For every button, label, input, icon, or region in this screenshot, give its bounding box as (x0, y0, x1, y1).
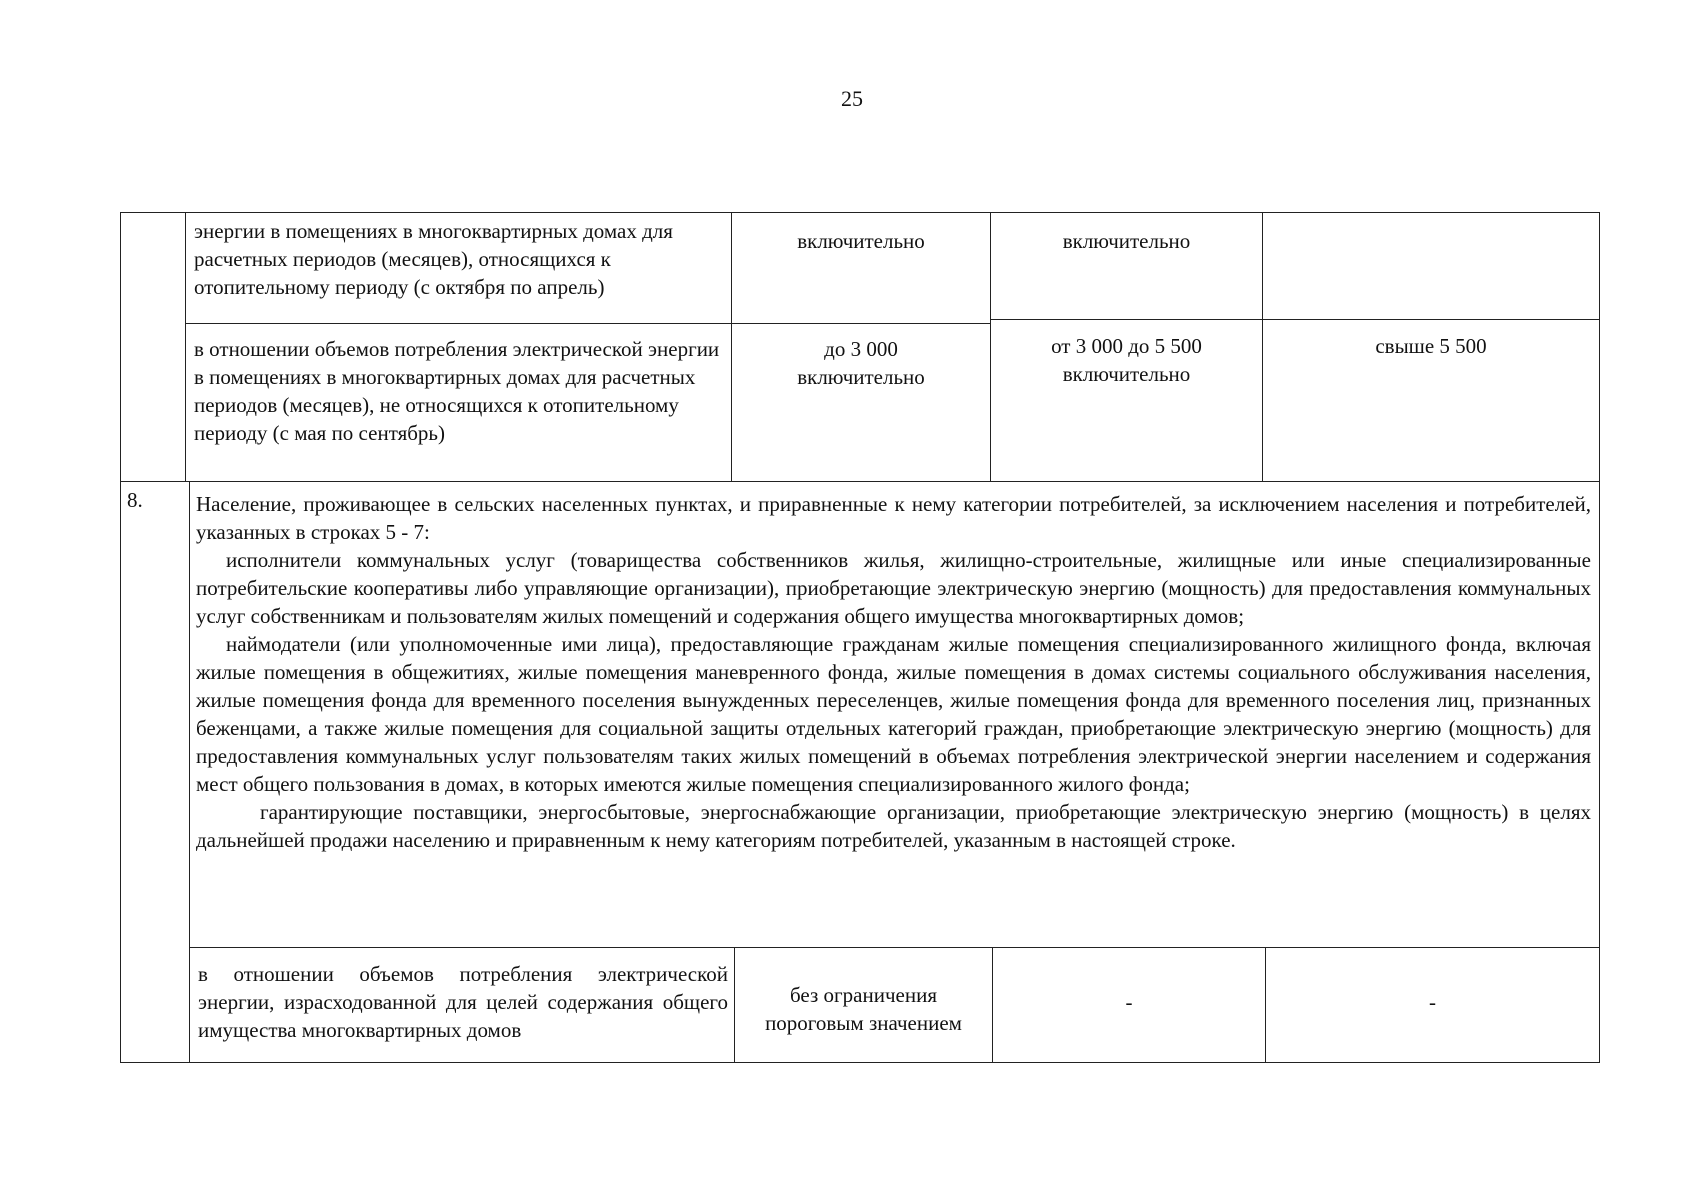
row2-col2 (990, 319, 1263, 482)
row9-description: в отношении объемов потребления электрической энергии, израсходованной для целей содержания общего имущества многоквартирных домов (189, 947, 735, 1063)
row2-col2-line2: включительно (1062, 362, 1191, 386)
row1-col3 (1262, 212, 1600, 320)
page-number: 25 (841, 86, 863, 111)
row9-col2: - (992, 947, 1266, 1063)
row2-col2-line1: от 3 000 до 5 500 (1051, 334, 1202, 358)
row2-col1-line1: до 3 000 (824, 337, 898, 361)
row8-paragraph-2: наймодатели (или уполномоченные ими лица), предоставляющие гражданам жилые помещения специализированного жилищного фонда, включая жилые помещения в общежитиях, жилые помещения маневренного фонда, жилые помещения в домах системы социального обслуживания населения, жилые помещения фонда для временного поселения вынужденных переселенцев, жилые помещения фонда для временного поселения лиц, признанных беженцами, а также жилые помещения для социальной защиты отдельных категорий граждан, приобретающие электрическую энергию (мощность) для предоставления коммунальных услуг пользователям таких жилых помещений в объемах потребления электрической энергии населением и содержания мест общего пользования в домах, в которых имеются жилые помещения специализированного жилого фонда; (196, 632, 1591, 796)
row8-intro: Население, проживающее в сельских населенных пунктах, и приравненные к нему категории потребителей, за исключением населения и потребителей, указанных в строках 5 - 7: (196, 492, 1591, 544)
row9-col1-line1: без ограничения (790, 983, 937, 1007)
row1-col1: включительно (731, 212, 991, 324)
row-number-cell-empty (120, 212, 186, 482)
row2-col3: свыше 5 500 (1262, 319, 1600, 482)
row9-col1 (734, 947, 993, 1063)
row9-col1-line2: пороговым значением (765, 1011, 962, 1035)
row8-number: 8. (120, 481, 190, 1063)
row2-col1 (731, 323, 991, 482)
row9-col3: - (1265, 947, 1600, 1063)
row2-col1-line2: включительно (797, 365, 925, 389)
row1-description: энергии в помещениях в многоквартирных домах для расчетных периодов (месяцев), относящихся к отопительному периоду (с октября по апрель) (185, 212, 732, 324)
row8-paragraph-1: исполнители коммунальных услуг (товарищества собственников жилья, жилищно-строительные, жилищные или иные специализированные потребительские кооперативы либо управляющие организации), приобретающие электрическую энергию (мощность) для предоставления коммунальных услуг собственникам и пользователям жилых помещений и содержания общего имущества многоквартирных домов; (196, 548, 1591, 628)
row1-col2: включительно (990, 212, 1263, 320)
row8-paragraph-3: гарантирующие поставщики, энергосбытовые, энергоснабжающие организации, приобретающие электрическую энергию (мощность) в целях дальнейшей продажи населению и приравненным к нему категориям потребителей, указанным в настоящей строке. (196, 800, 1591, 852)
row2-description: в отношении объемов потребления электрической энергии в помещениях в многоквартирных домах для расчетных периодов (месяцев), не относящихся к отопительному периоду (с мая по сентябрь) (185, 323, 732, 482)
row8-content (189, 481, 1600, 948)
